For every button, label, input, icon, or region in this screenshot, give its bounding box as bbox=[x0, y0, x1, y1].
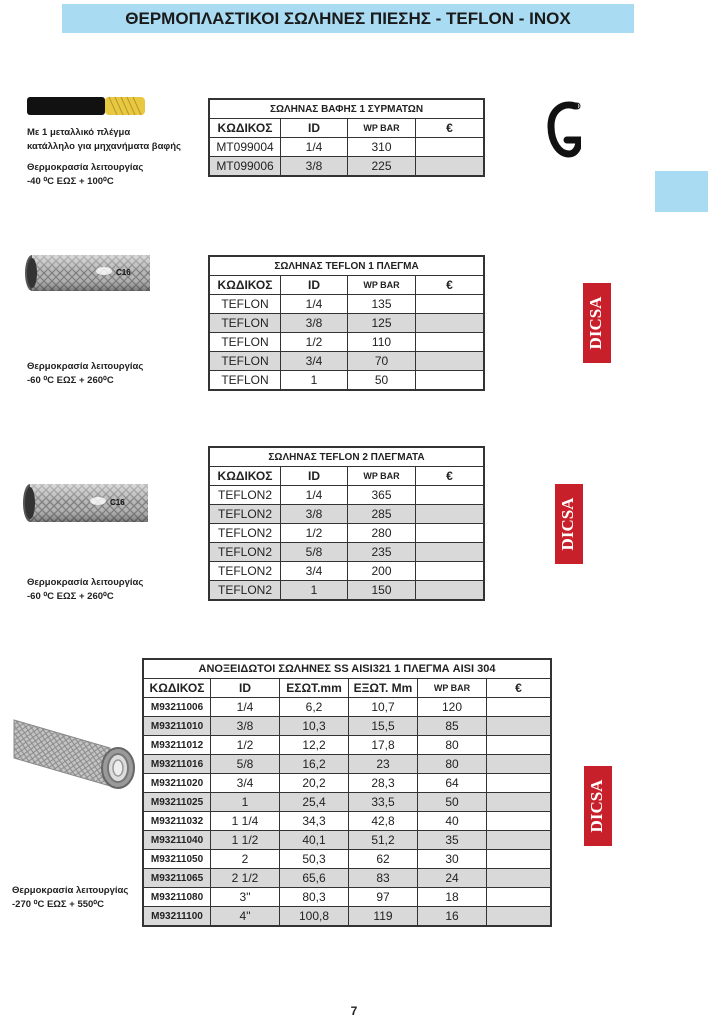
cell-inner-mm: 50,3 bbox=[280, 850, 349, 869]
cell-price bbox=[416, 352, 485, 371]
gates-logo-text: Gates bbox=[546, 162, 565, 169]
cell-price bbox=[487, 907, 552, 927]
table-row bbox=[143, 907, 551, 927]
cell-price bbox=[487, 869, 552, 888]
hose-label: C16 bbox=[110, 498, 125, 507]
cell-id: 3/8 bbox=[281, 157, 348, 177]
cell-id: 1/2 bbox=[211, 736, 280, 755]
cell-wp-bar: 225 bbox=[348, 157, 416, 177]
header-code: ΚΩΔΙΚΟΣ bbox=[209, 119, 281, 138]
temperature-range: -270 ⁰C ΕΩΣ + 550⁰C bbox=[12, 899, 104, 910]
cell-id: 5/8 bbox=[281, 543, 348, 562]
cell-id: 5/8 bbox=[211, 755, 280, 774]
cell-code: M93211065 bbox=[143, 869, 211, 888]
cell-price bbox=[416, 333, 485, 352]
temperature-label: Θερμοκρασία λειτουργίας bbox=[12, 885, 129, 896]
header-price: € bbox=[487, 679, 552, 698]
page-title-banner bbox=[62, 4, 634, 33]
section3-temperature bbox=[27, 576, 143, 604]
section1-description bbox=[27, 126, 181, 154]
cell-code: TEFLON2 bbox=[209, 524, 281, 543]
table-row bbox=[143, 793, 551, 812]
cell-wp-bar: 135 bbox=[348, 295, 416, 314]
header-id: ID bbox=[281, 467, 348, 486]
paint-hose-image bbox=[27, 94, 147, 118]
table-title: ΣΩΛΗΝΑΣ TEFLON 2 ΠΛΕΓΜΑΤΑ bbox=[209, 447, 484, 467]
hose-label: C16 bbox=[116, 268, 131, 277]
cell-id: 3" bbox=[211, 888, 280, 907]
cell-wp-bar: 285 bbox=[348, 505, 416, 524]
cell-wp-bar: 235 bbox=[348, 543, 416, 562]
cell-inner-mm: 20,2 bbox=[280, 774, 349, 793]
cell-code: TEFLON bbox=[209, 333, 281, 352]
cell-code: TEFLON bbox=[209, 295, 281, 314]
cell-wp-bar: 50 bbox=[418, 793, 487, 812]
cell-code: M93211100 bbox=[143, 907, 211, 927]
dicsa-logo bbox=[555, 484, 583, 564]
cell-code: TEFLON2 bbox=[209, 543, 281, 562]
temperature-range: -60 ⁰C ΕΩΣ + 260⁰C bbox=[27, 591, 114, 602]
cell-price bbox=[487, 774, 552, 793]
cell-price bbox=[416, 138, 485, 157]
cell-inner-mm: 10,3 bbox=[280, 717, 349, 736]
cell-wp-bar: 310 bbox=[348, 138, 416, 157]
cell-price bbox=[416, 295, 485, 314]
header-price: € bbox=[416, 119, 485, 138]
cell-code: M93211032 bbox=[143, 812, 211, 831]
table-row bbox=[209, 333, 484, 352]
cell-inner-mm: 16,2 bbox=[280, 755, 349, 774]
description-line: κατάλληλο για μηχανήματα βαφής bbox=[27, 141, 181, 152]
cell-price bbox=[487, 698, 552, 717]
table-row bbox=[143, 698, 551, 717]
temperature-label: Θερμοκρασία λειτουργίας bbox=[27, 361, 144, 372]
cell-code: M93211020 bbox=[143, 774, 211, 793]
cell-id: 3/8 bbox=[211, 717, 280, 736]
cell-id: 1/4 bbox=[281, 486, 348, 505]
cell-code: TEFLON bbox=[209, 352, 281, 371]
cell-id: 1 1/2 bbox=[211, 831, 280, 850]
cell-wp-bar: 280 bbox=[348, 524, 416, 543]
table-row bbox=[143, 850, 551, 869]
header-code: ΚΩΔΙΚΟΣ bbox=[209, 276, 281, 295]
cell-inner-mm: 25,4 bbox=[280, 793, 349, 812]
cell-outer-mm: 42,8 bbox=[349, 812, 418, 831]
cell-code: M93211010 bbox=[143, 717, 211, 736]
cell-wp-bar: 110 bbox=[348, 333, 416, 352]
table-row bbox=[209, 295, 484, 314]
cell-price bbox=[487, 717, 552, 736]
cell-price bbox=[416, 505, 485, 524]
cell-outer-mm: 23 bbox=[349, 755, 418, 774]
cell-wp-bar: 150 bbox=[348, 581, 416, 601]
cell-id: 1 bbox=[281, 581, 348, 601]
cell-wp-bar: 125 bbox=[348, 314, 416, 333]
cell-id: 3/8 bbox=[281, 314, 348, 333]
table-title: ΣΩΛΗΝΑΣ ΒΑΦΗΣ 1 ΣΥΡΜΑΤΩΝ bbox=[209, 99, 484, 119]
cell-code: M93211080 bbox=[143, 888, 211, 907]
cell-inner-mm: 100,8 bbox=[280, 907, 349, 927]
cell-code: M93211012 bbox=[143, 736, 211, 755]
cell-wp-bar: 35 bbox=[418, 831, 487, 850]
stainless-hose-table bbox=[142, 658, 552, 927]
cell-wp-bar: 85 bbox=[418, 717, 487, 736]
stainless-hose-image bbox=[10, 712, 138, 794]
cell-id: 3/8 bbox=[281, 505, 348, 524]
dicsa-logo bbox=[583, 283, 611, 363]
cell-inner-mm: 40,1 bbox=[280, 831, 349, 850]
cell-id: 1 bbox=[211, 793, 280, 812]
cell-price bbox=[487, 793, 552, 812]
cell-price bbox=[416, 524, 485, 543]
cell-price bbox=[416, 157, 485, 177]
cell-wp-bar: 80 bbox=[418, 755, 487, 774]
cell-wp-bar: 365 bbox=[348, 486, 416, 505]
table-row bbox=[143, 717, 551, 736]
cell-price bbox=[487, 831, 552, 850]
table-row bbox=[209, 157, 484, 177]
table-row bbox=[143, 888, 551, 907]
header-id: ID bbox=[281, 276, 348, 295]
svg-text:DICSA: DICSA bbox=[557, 497, 577, 551]
temperature-label: Θερμοκρασία λειτουργίας bbox=[27, 577, 144, 588]
cell-price bbox=[487, 812, 552, 831]
cell-id: 4" bbox=[211, 907, 280, 927]
teflon-1-braid-table bbox=[208, 255, 485, 391]
cell-id: 1/4 bbox=[281, 138, 348, 157]
cell-id: 3/4 bbox=[281, 352, 348, 371]
header-wp-bar: WP BAR bbox=[418, 679, 487, 698]
cell-code: TEFLON bbox=[209, 314, 281, 333]
temperature-range: -60 ⁰C ΕΩΣ + 260⁰C bbox=[27, 375, 114, 386]
cell-id: 1/2 bbox=[281, 524, 348, 543]
cell-price bbox=[487, 888, 552, 907]
cell-id: 3/4 bbox=[211, 774, 280, 793]
section1-temperature bbox=[27, 161, 143, 189]
cell-price bbox=[487, 850, 552, 869]
cell-inner-mm: 34,3 bbox=[280, 812, 349, 831]
teflon-hose-2-braid-image bbox=[22, 482, 152, 524]
cell-id: 1/2 bbox=[281, 333, 348, 352]
table-row bbox=[209, 581, 484, 601]
teflon-2-braid-table bbox=[208, 446, 485, 601]
cell-code: TEFLON2 bbox=[209, 486, 281, 505]
cell-inner-mm: 6,2 bbox=[280, 698, 349, 717]
table-row bbox=[209, 314, 484, 333]
cell-price bbox=[416, 581, 485, 601]
table-row bbox=[143, 831, 551, 850]
cell-code: M93211016 bbox=[143, 755, 211, 774]
dicsa-logo bbox=[584, 766, 612, 846]
cell-wp-bar: 70 bbox=[348, 352, 416, 371]
cell-price bbox=[487, 755, 552, 774]
cell-price bbox=[416, 543, 485, 562]
cell-outer-mm: 83 bbox=[349, 869, 418, 888]
page-title: ΘΕΡΜΟΠΛΑΣΤΙΚΟΙ ΣΩΛΗΝΕΣ ΠΙΕΣΗΣ - TEFLON - INOX bbox=[125, 8, 571, 28]
section2-temperature bbox=[27, 360, 143, 388]
header-inner-mm: ΕΣΩΤ.mm bbox=[280, 679, 349, 698]
cell-outer-mm: 33,5 bbox=[349, 793, 418, 812]
header-wp-bar: WP BAR bbox=[348, 276, 416, 295]
table-row bbox=[143, 812, 551, 831]
cell-outer-mm: 17,8 bbox=[349, 736, 418, 755]
table-row bbox=[209, 138, 484, 157]
table-title: ΑΝΟΞΕΙΔΩΤΟΙ ΣΩΛΗΝΕΣ SS AISI321 1 ΠΛΕΓΜΑ AISI 304 bbox=[143, 659, 551, 679]
paint-hose-table bbox=[208, 98, 485, 177]
cell-wp-bar: 24 bbox=[418, 869, 487, 888]
cell-code: MT099006 bbox=[209, 157, 281, 177]
cell-price bbox=[487, 736, 552, 755]
cell-wp-bar: 30 bbox=[418, 850, 487, 869]
table-row bbox=[143, 869, 551, 888]
cell-inner-mm: 65,6 bbox=[280, 869, 349, 888]
cell-wp-bar: 200 bbox=[348, 562, 416, 581]
cell-outer-mm: 10,7 bbox=[349, 698, 418, 717]
table-row bbox=[209, 352, 484, 371]
cell-id: 1 bbox=[281, 371, 348, 391]
header-price: € bbox=[416, 276, 485, 295]
cell-wp-bar: 18 bbox=[418, 888, 487, 907]
gates-logo bbox=[545, 100, 581, 160]
cell-id: 1/4 bbox=[211, 698, 280, 717]
header-id: ID bbox=[211, 679, 280, 698]
cell-outer-mm: 119 bbox=[349, 907, 418, 927]
header-wp-bar: WP BAR bbox=[348, 467, 416, 486]
cell-code: TEFLON2 bbox=[209, 505, 281, 524]
cell-outer-mm: 28,3 bbox=[349, 774, 418, 793]
cell-inner-mm: 80,3 bbox=[280, 888, 349, 907]
table-row bbox=[209, 371, 484, 391]
cell-outer-mm: 97 bbox=[349, 888, 418, 907]
cell-code: TEFLON2 bbox=[209, 581, 281, 601]
table-row bbox=[143, 755, 551, 774]
cell-wp-bar: 64 bbox=[418, 774, 487, 793]
header-price: € bbox=[416, 467, 485, 486]
teflon-hose-1-braid-image bbox=[24, 253, 154, 293]
cell-wp-bar: 16 bbox=[418, 907, 487, 927]
cell-price bbox=[416, 486, 485, 505]
table-title: ΣΩΛΗΝΑΣ TEFLON 1 ΠΛΕΓΜΑ bbox=[209, 256, 484, 276]
cell-code: M93211006 bbox=[143, 698, 211, 717]
header-wp-bar: WP BAR bbox=[348, 119, 416, 138]
cell-price bbox=[416, 371, 485, 391]
cell-code: MT099004 bbox=[209, 138, 281, 157]
cell-price bbox=[416, 562, 485, 581]
header-outer-mm: ΕΞΩΤ. Mm bbox=[349, 679, 418, 698]
cell-outer-mm: 62 bbox=[349, 850, 418, 869]
section4-temperature bbox=[12, 884, 128, 912]
cell-id: 1 1/4 bbox=[211, 812, 280, 831]
cell-code: TEFLON bbox=[209, 371, 281, 391]
description-line: Με 1 μεταλλικό πλέγμα bbox=[27, 127, 131, 138]
page-number: 7 bbox=[350, 1004, 358, 1018]
table-row bbox=[209, 505, 484, 524]
table-row bbox=[209, 524, 484, 543]
header-id: ID bbox=[281, 119, 348, 138]
cell-wp-bar: 120 bbox=[418, 698, 487, 717]
cell-code: M93211025 bbox=[143, 793, 211, 812]
svg-text:DICSA: DICSA bbox=[586, 779, 606, 833]
cell-id: 2 1/2 bbox=[211, 869, 280, 888]
cell-id: 2 bbox=[211, 850, 280, 869]
cell-wp-bar: 80 bbox=[418, 736, 487, 755]
cell-price bbox=[416, 314, 485, 333]
svg-text:DICSA: DICSA bbox=[585, 296, 605, 350]
temperature-label: Θερμοκρασία λειτουργίας bbox=[27, 162, 144, 173]
cell-id: 1/4 bbox=[281, 295, 348, 314]
table-row bbox=[209, 486, 484, 505]
cell-outer-mm: 15,5 bbox=[349, 717, 418, 736]
header-code: ΚΩΔΙΚΟΣ bbox=[143, 679, 211, 698]
cell-inner-mm: 12,2 bbox=[280, 736, 349, 755]
table-row bbox=[209, 562, 484, 581]
side-tab-marker bbox=[655, 171, 708, 212]
cell-wp-bar: 40 bbox=[418, 812, 487, 831]
cell-outer-mm: 51,2 bbox=[349, 831, 418, 850]
cell-code: TEFLON2 bbox=[209, 562, 281, 581]
cell-code: M93211040 bbox=[143, 831, 211, 850]
table-row bbox=[143, 736, 551, 755]
temperature-range: -40 ⁰C ΕΩΣ + 100⁰C bbox=[27, 176, 114, 187]
cell-code: M93211050 bbox=[143, 850, 211, 869]
cell-wp-bar: 50 bbox=[348, 371, 416, 391]
table-row bbox=[209, 543, 484, 562]
table-row bbox=[143, 774, 551, 793]
header-code: ΚΩΔΙΚΟΣ bbox=[209, 467, 281, 486]
cell-id: 3/4 bbox=[281, 562, 348, 581]
